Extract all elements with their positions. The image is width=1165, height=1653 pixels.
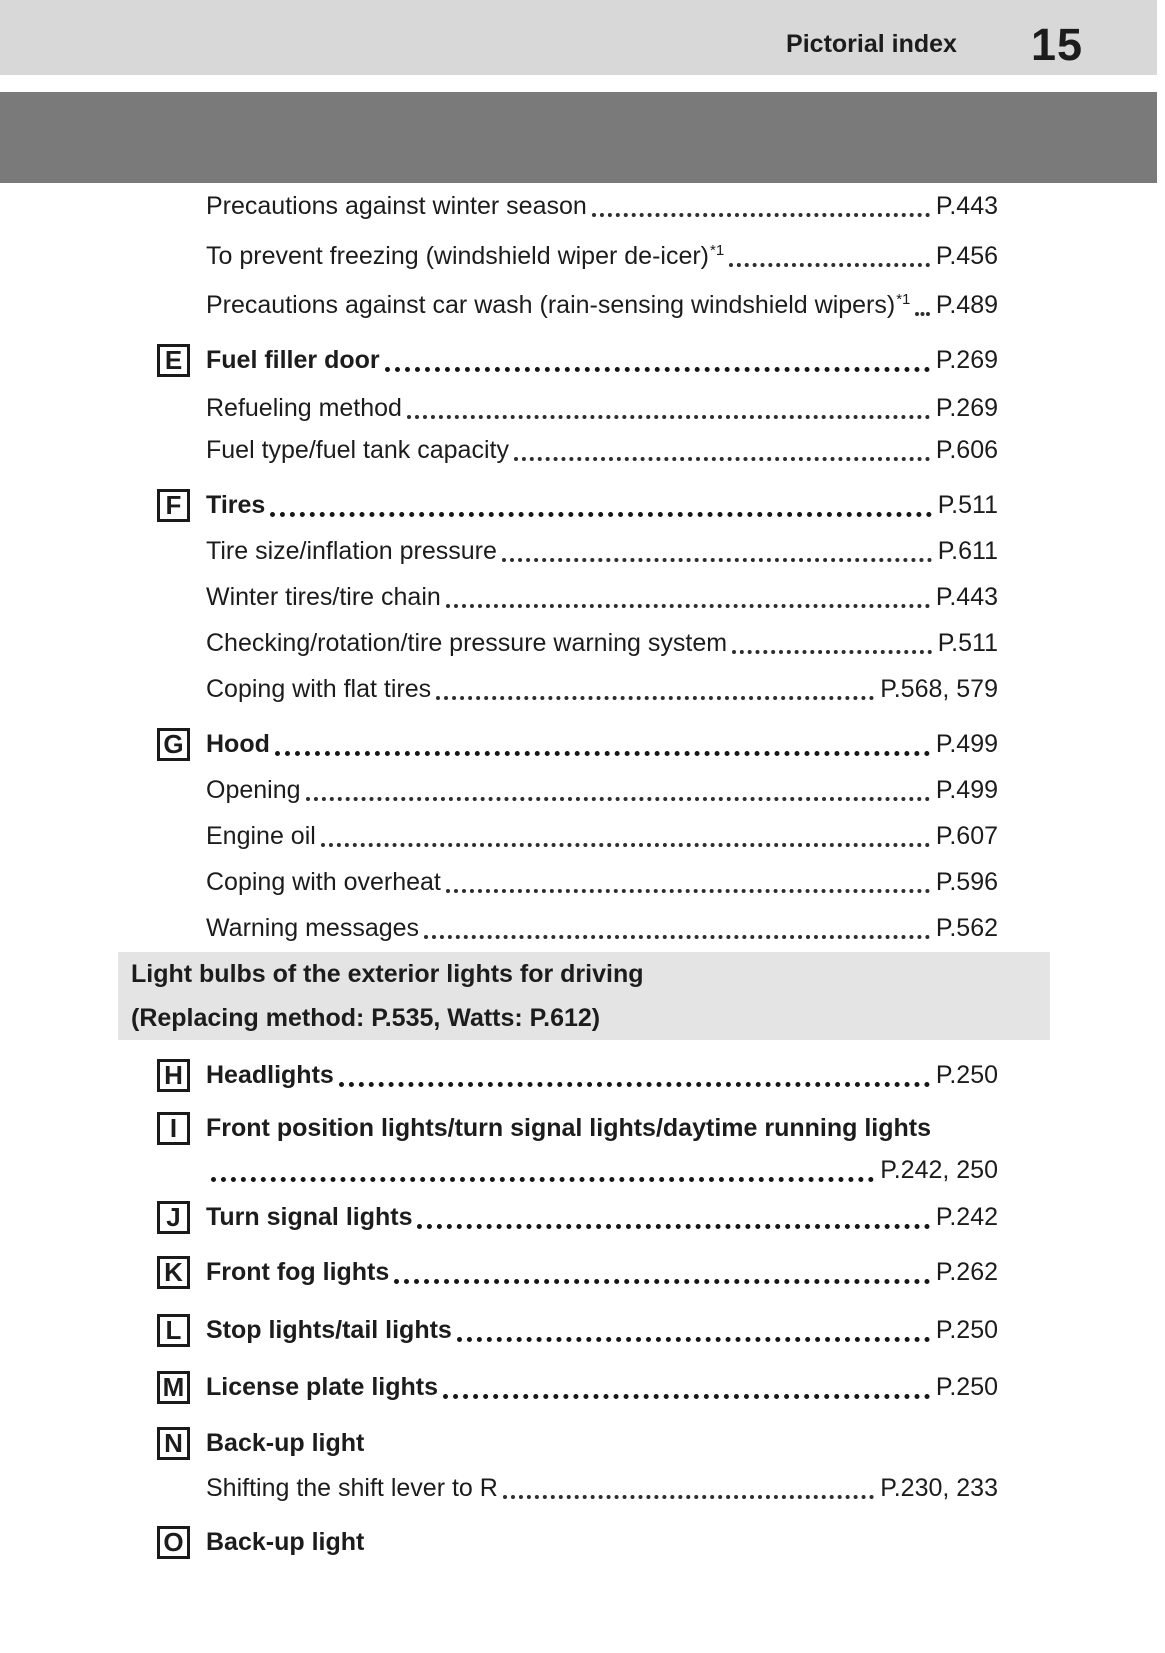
page-ref: P.568, 579 (880, 674, 998, 703)
highlight-subtitle: (Replacing method: P.535, Watts: P.612) (131, 1003, 601, 1032)
dot-leader (502, 558, 932, 562)
index-row (157, 1199, 998, 1235)
dot-leader (211, 1177, 874, 1182)
entry-label: Back-up light (206, 1428, 365, 1457)
index-row (206, 864, 998, 900)
index-row (206, 579, 998, 615)
highlight-title: Light bulbs of the exterior lights for driving (131, 959, 644, 988)
dot-leader (915, 312, 929, 316)
section-letter-box: H (157, 1059, 190, 1092)
section-letter-box: O (157, 1526, 190, 1559)
index-row (206, 1152, 998, 1188)
dot-leader (339, 1082, 930, 1087)
section-letter-box: M (157, 1371, 190, 1404)
dot-leader (424, 935, 930, 939)
dot-leader (321, 843, 930, 847)
index-row (206, 432, 998, 468)
entry-label: Stop lights/tail lights (206, 1315, 452, 1344)
entry-label: Headlights (206, 1060, 334, 1089)
page-ref: P.607 (935, 821, 998, 850)
dot-leader (407, 415, 930, 419)
section-letter-box: L (157, 1314, 190, 1347)
page-ref: P.250 (935, 1372, 998, 1401)
index-row (157, 1312, 998, 1348)
page-ref: P.242 (935, 1202, 998, 1231)
dot-leader (270, 512, 931, 517)
page-ref: P.230, 233 (880, 1473, 998, 1502)
entry-label: Front position lights/turn signal lights/daytime running lights (206, 1113, 931, 1142)
dot-leader (729, 263, 930, 267)
section-letter-box: F (157, 489, 190, 522)
entry-label: Fuel type/fuel tank capacity (206, 435, 509, 464)
dot-leader (592, 213, 930, 217)
dot-leader (385, 367, 930, 372)
index-row (157, 1057, 998, 1093)
index-row (206, 238, 998, 274)
entry-label: Checking/rotation/tire pressure warning system (206, 628, 728, 657)
page-ref: P.269 (935, 345, 998, 374)
dot-leader (417, 1224, 929, 1229)
entry-label: Coping with overheat (206, 867, 441, 896)
entry-label: License plate lights (206, 1372, 439, 1401)
entry-label: Hood (206, 729, 270, 758)
dot-leader (394, 1279, 930, 1284)
page-ref: P.250 (935, 1315, 998, 1344)
entry-label: Coping with flat tires (206, 674, 432, 703)
page-header-title: Pictorial index (786, 30, 957, 58)
page-ref: P.499 (935, 775, 998, 804)
dot-leader (503, 1495, 874, 1499)
page-ref: P.456 (935, 241, 998, 270)
entry-label: Front fog lights (206, 1257, 390, 1286)
index-row (157, 1254, 998, 1290)
entry-label: Precautions against winter season (206, 191, 587, 220)
index-row (206, 772, 998, 808)
page-ref: P.262 (935, 1257, 998, 1286)
page-ref: P.443 (935, 582, 998, 611)
index-row (157, 726, 998, 762)
dot-leader (443, 1394, 930, 1399)
section-letter-box: I (157, 1112, 190, 1145)
index-row (157, 1425, 998, 1461)
page-number: 15 (1030, 18, 1083, 70)
index-row (206, 1470, 998, 1506)
footnote-marker: *1 (896, 290, 911, 308)
index-row (206, 818, 998, 854)
entry-label: Winter tires/tire chain (206, 582, 441, 611)
dot-leader (436, 696, 874, 700)
entry-label: Precautions against car wash (rain-sensing windshield wipers)$^{*1}$ (206, 290, 911, 319)
dot-leader (306, 797, 930, 801)
section-letter-box: J (157, 1201, 190, 1234)
index-row (157, 1369, 998, 1405)
footnote-marker: *1 (710, 241, 725, 259)
section-letter-box: N (157, 1427, 190, 1460)
page-ref: P.511 (937, 490, 998, 519)
page-ref: P.242, 250 (880, 1155, 998, 1184)
dot-leader (514, 457, 930, 461)
index-row (206, 188, 998, 224)
highlight-box (118, 952, 1050, 1040)
index-row (157, 1110, 998, 1146)
dot-leader (446, 604, 930, 608)
index-row (206, 910, 998, 946)
index-row (157, 1524, 998, 1560)
index-row (206, 671, 998, 707)
entry-label: Shifting the shift lever to R (206, 1473, 498, 1502)
dot-leader (446, 889, 930, 893)
index-row (206, 287, 998, 323)
index-row (157, 487, 998, 523)
index-row (206, 390, 998, 426)
entry-label: Fuel filler door (206, 345, 380, 374)
index-row (206, 533, 998, 569)
entry-label: Refueling method (206, 393, 402, 422)
page-ref: P.511 (937, 628, 998, 657)
page-ref: P.489 (935, 290, 998, 319)
dot-leader (275, 751, 930, 756)
index-row (206, 625, 998, 661)
index-row (157, 342, 998, 378)
section-letter-box: G (157, 728, 190, 761)
entry-label: Tire size/inflation pressure (206, 536, 497, 565)
page-ref: P.250 (935, 1060, 998, 1089)
dot-leader (457, 1337, 930, 1342)
page-ref: P.596 (935, 867, 998, 896)
section-letter-box: K (157, 1256, 190, 1289)
page-ref: P.269 (935, 393, 998, 422)
page-ref: P.443 (935, 191, 998, 220)
page-ref: P.611 (937, 536, 998, 565)
entry-label: Opening (206, 775, 301, 804)
section-letter-box: E (157, 344, 190, 377)
page-ref: P.499 (935, 729, 998, 758)
entry-label: Turn signal lights (206, 1202, 413, 1231)
entry-label: Engine oil (206, 821, 316, 850)
entry-label: Back-up light (206, 1527, 365, 1556)
entry-label: To prevent freezing (windshield wiper de-icer)$^{*1}$ (206, 241, 725, 270)
dot-leader (732, 650, 932, 654)
page-ref: P.562 (935, 913, 998, 942)
entry-label: Warning messages (206, 913, 420, 942)
entry-label: Tires (206, 490, 266, 519)
page-ref: P.606 (935, 435, 998, 464)
